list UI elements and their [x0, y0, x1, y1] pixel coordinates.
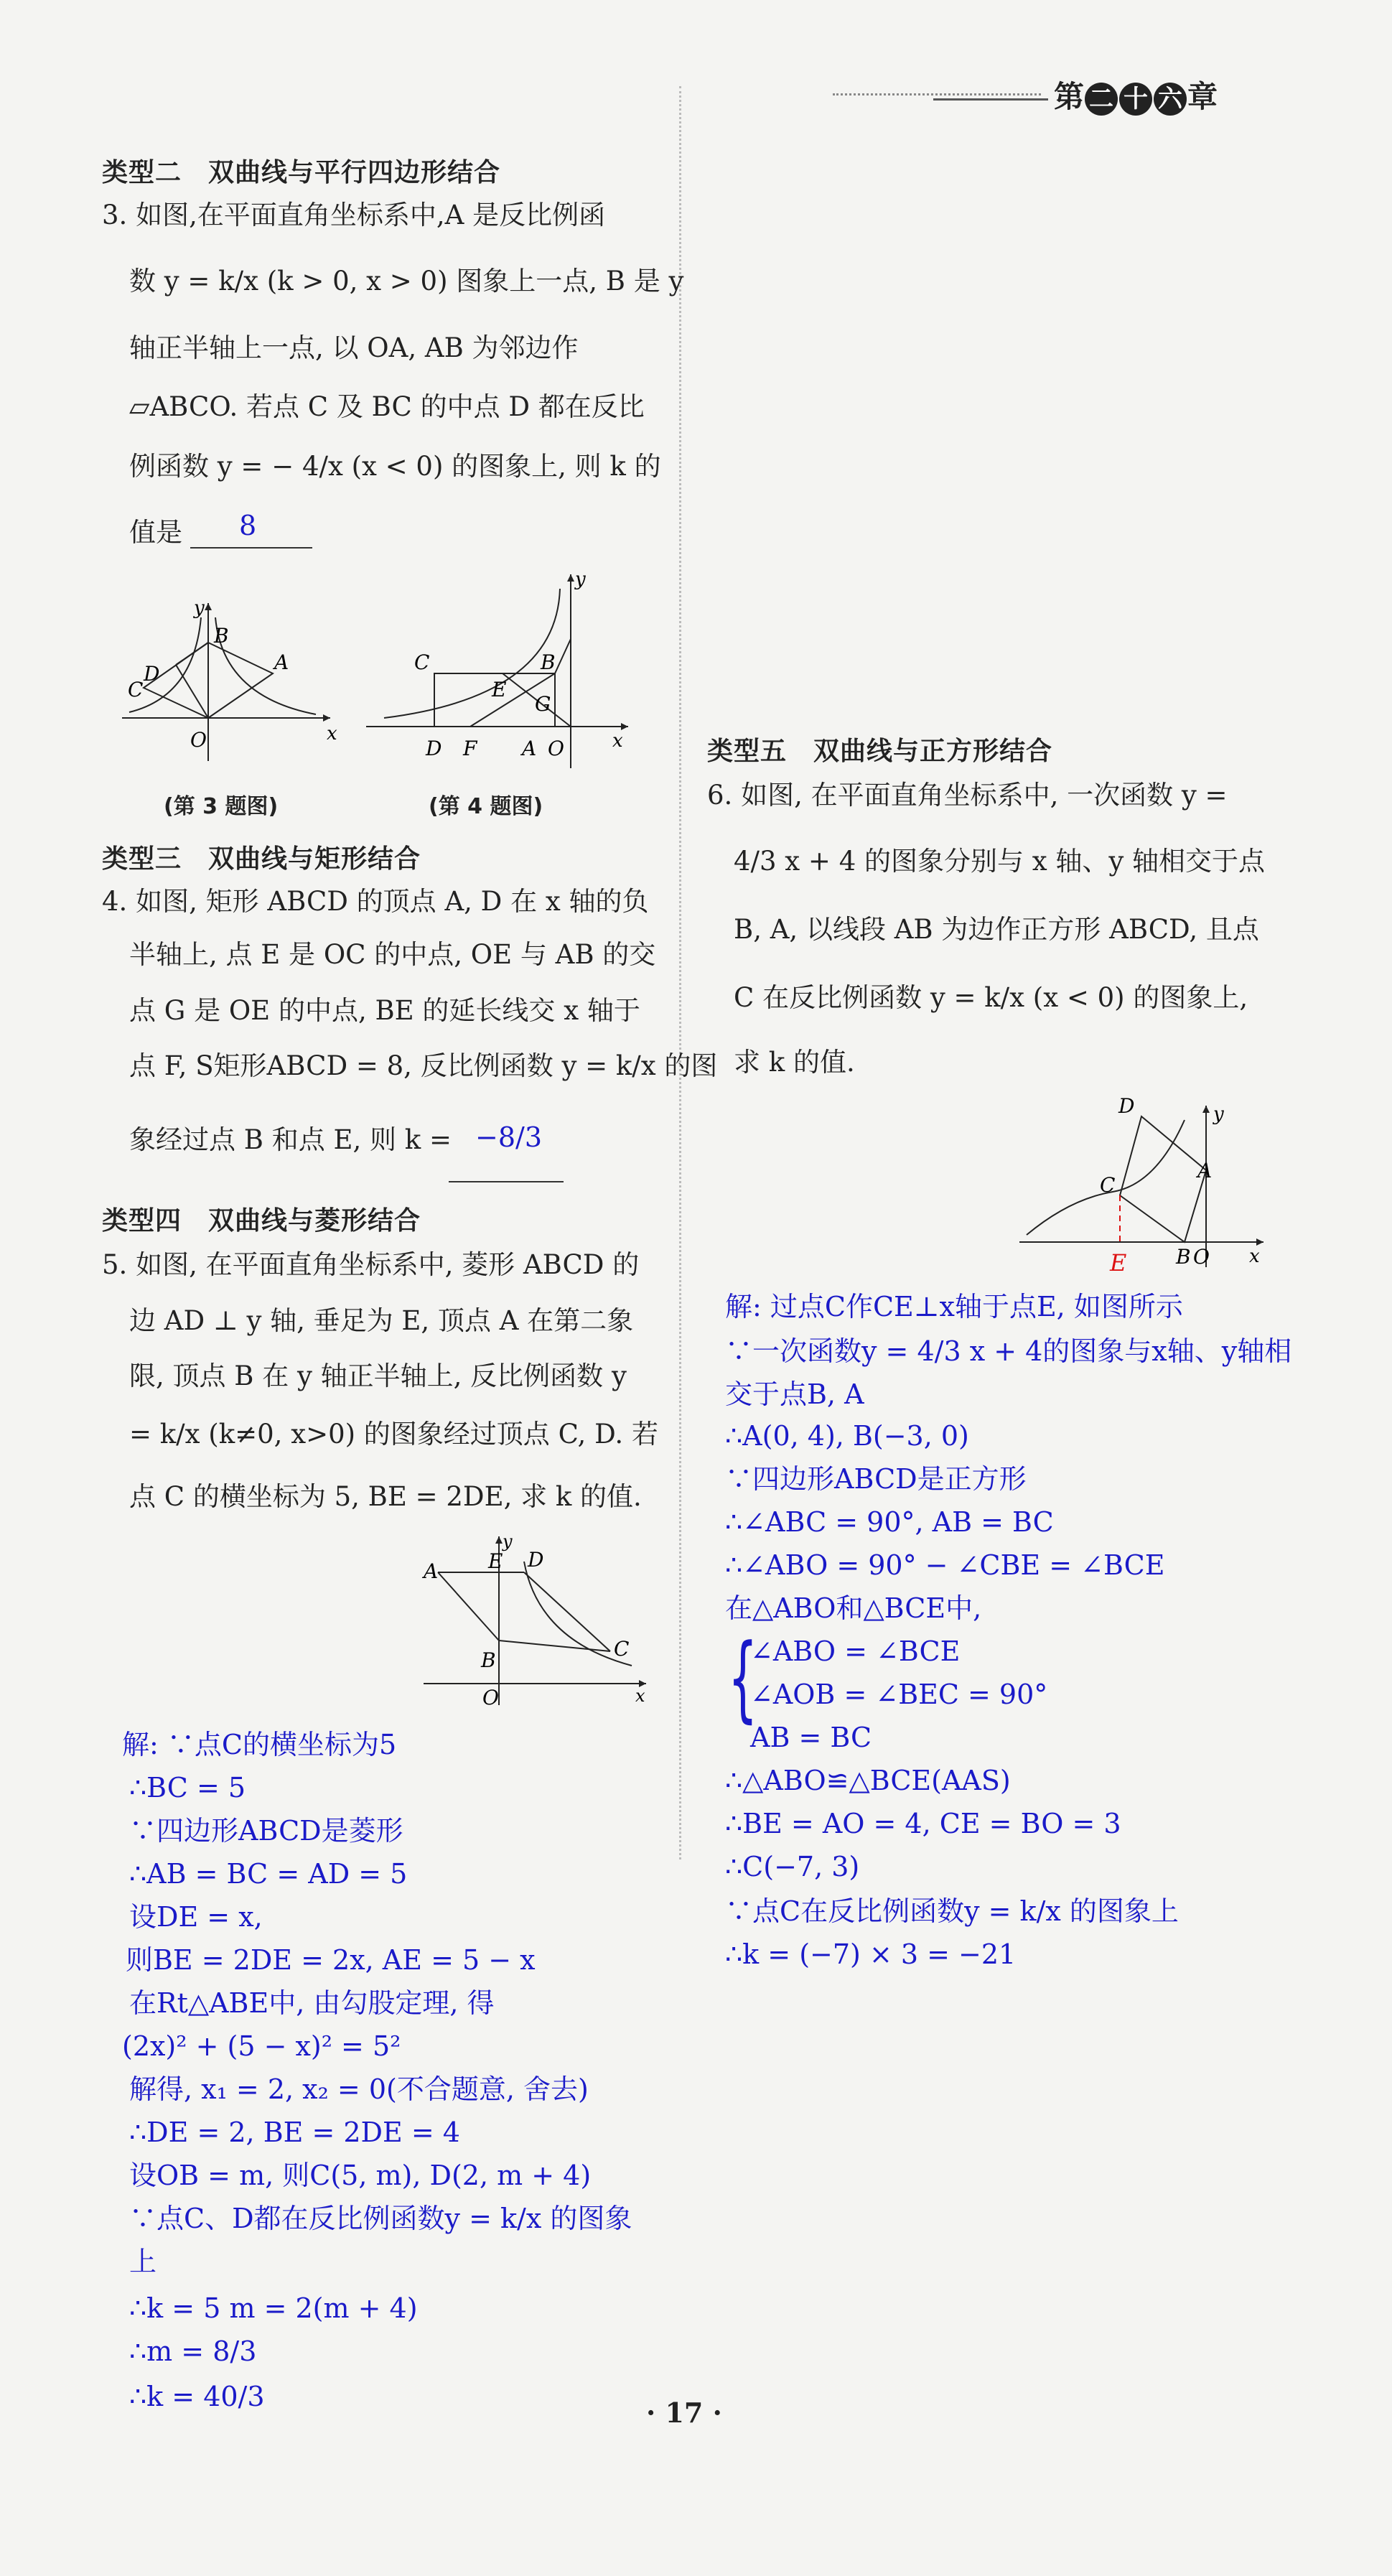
sol6-line-3: 交于点B, A	[725, 1378, 864, 1410]
q4-answer-blank	[449, 1181, 564, 1182]
sol5-line-14: ∴k = 5 m = 2(m + 4)	[129, 2292, 418, 2324]
sol6-line-7: ∴∠ABO = 90° − ∠CBE = ∠BCE	[725, 1549, 1165, 1581]
figure-q6	[1012, 1091, 1271, 1278]
sol6-line-13: ∴BE = AO = 4, CE = BO = 3	[725, 1808, 1121, 1839]
fig5-label-E: E	[488, 1549, 503, 1573]
fig4-label-B: B	[541, 650, 556, 674]
fig6-label-C: C	[1100, 1173, 1116, 1197]
q5-line-1: 5. 如图, 在平面直角坐标系中, 菱形 ABCD 的	[102, 1249, 640, 1280]
sol5-line-15: ∴m = 8/3	[129, 2335, 257, 2367]
fig6-label-A: A	[1197, 1159, 1213, 1182]
fig6-label-B: B	[1176, 1245, 1191, 1269]
header-dotted-rule	[833, 93, 1041, 95]
fig4-label-D: D	[426, 737, 442, 760]
sol6-line-8: 在△ABO和△BCE中,	[725, 1592, 982, 1624]
q3-line-3: 轴正半轴上一点, 以 OA, AB 为邻边作	[129, 332, 579, 363]
sol6-line-14: ∴C(−7, 3)	[725, 1851, 860, 1882]
fig5-label-C: C	[614, 1637, 630, 1661]
fig5-label-B: B	[481, 1648, 496, 1672]
sol5-line-13: 上	[129, 2246, 157, 2277]
sol5-line-3: ∵四边形ABCD是菱形	[129, 1815, 403, 1847]
fig6-label-O: O	[1193, 1245, 1210, 1269]
header-solid-rule	[933, 98, 1048, 101]
chapter-suffix: 章	[1187, 79, 1218, 114]
sol5-line-4: ∴AB = BC = AD = 5	[129, 1858, 408, 1890]
brace: {	[728, 1623, 758, 1732]
sol6-line-12: ∴△ABO≌△BCE(AAS)	[725, 1765, 1011, 1796]
q4-line-5: 象经过点 B 和点 E, 则 k =	[129, 1124, 452, 1155]
fig6-label-D: D	[1118, 1094, 1135, 1118]
fig4-label-O: O	[548, 737, 564, 760]
chapter-num-1: 二	[1085, 83, 1118, 116]
q6-line-3: B, A, 以线段 AB 为边作正方形 ABCD, 且点	[734, 914, 1259, 945]
sol5-line-12: ∵点C、D都在反比例函数y = k/x 的图象	[129, 2203, 632, 2234]
sol5-line-8: (2x)² + (5 − x)² = 5²	[122, 2030, 401, 2062]
fig6-label-y: y	[1213, 1103, 1224, 1125]
figure-q3	[115, 589, 345, 775]
fig5-label-D: D	[528, 1548, 544, 1572]
fig3-label-D: D	[144, 662, 160, 686]
q3-answer-blank	[190, 547, 312, 549]
q5-line-5: 点 C 的横坐标为 5, BE = 2DE, 求 k 的值.	[129, 1481, 642, 1512]
fig6-label-E: E	[1110, 1249, 1127, 1277]
q4-line-3: 点 G 是 OE 的中点, BE 的延长线交 x 轴于	[129, 995, 640, 1026]
fig4-label-G: G	[535, 692, 551, 716]
sol5-line-11: 设OB = m, 则C(5, m), D(2, m + 4)	[129, 2160, 592, 2191]
section-type5-heading: 类型五 双曲线与正方形结合	[707, 737, 1053, 766]
fig3-label-O: O	[190, 728, 207, 752]
chapter-prefix: 第	[1054, 79, 1085, 114]
q3-line-5: 例函数 y = − 4/x (x < 0) 的图象上, 则 k 的	[129, 451, 661, 482]
page-number: · 17 ·	[646, 2397, 722, 2429]
sol6-line-5: ∵四边形ABCD是正方形	[725, 1463, 1027, 1495]
fig5-label-y: y	[503, 1531, 513, 1551]
q4-answer: −8/3	[475, 1121, 542, 1153]
sol6-line-2: ∵一次函数y = 4/3 x + 4的图象与x轴、y轴相	[725, 1335, 1292, 1367]
section-type2-heading: 类型二 双曲线与平行四边形结合	[102, 158, 501, 187]
q5-line-4: = k/x (k≠0, x>0) 的图象经过顶点 C, D. 若	[129, 1419, 658, 1450]
fig5-label-A: A	[424, 1559, 439, 1583]
fig3-label-A: A	[274, 650, 289, 674]
sol6-line-1: 解: 过点C作CE⊥x轴于点E, 如图所示	[725, 1291, 1183, 1322]
caption-q3: (第 3 题图)	[164, 794, 279, 819]
q3-line-2: 数 y = k/x (k > 0, x > 0) 图象上一点, B 是 y	[129, 266, 684, 297]
section-type3-heading: 类型三 双曲线与矩形结合	[102, 844, 421, 874]
fig4-label-x: x	[612, 730, 623, 752]
q3-line-1: 3. 如图,在平面直角坐标系中,A 是反比例函	[102, 200, 606, 230]
fig3-label-x: x	[327, 723, 337, 745]
sol5-line-7: 在Rt△ABE中, 由勾股定理, 得	[129, 1987, 495, 2019]
sol5-line-16: ∴k = 40/3	[129, 2381, 265, 2412]
section-type4-heading: 类型四 双曲线与菱形结合	[102, 1206, 421, 1236]
sol5-line-5: 设DE = x,	[129, 1901, 263, 1933]
sol6-line-10: ∠AOB = ∠BEC = 90°	[750, 1679, 1048, 1710]
q3-line-6: 值是	[129, 517, 182, 548]
q5-line-2: 边 AD ⊥ y 轴, 垂足为 E, 顶点 A 在第二象	[129, 1305, 634, 1336]
q3-answer: 8	[239, 510, 257, 541]
column-divider	[679, 86, 681, 1859]
figure-q4	[363, 567, 635, 775]
sol6-line-6: ∴∠ABC = 90°, AB = BC	[725, 1506, 1054, 1538]
sol6-line-16: ∴k = (−7) × 3 = −21	[725, 1938, 1017, 1970]
q4-line-1: 4. 如图, 矩形 ABCD 的顶点 A, D 在 x 轴的负	[102, 886, 649, 917]
fig3-label-B: B	[214, 624, 229, 648]
caption-q4: (第 4 题图)	[429, 794, 543, 819]
sol6-line-4: ∴A(0, 4), B(−3, 0)	[725, 1420, 969, 1452]
fig4-label-y: y	[575, 569, 586, 590]
figure-q5	[416, 1529, 653, 1709]
q6-line-4: C 在反比例函数 y = k/x (x < 0) 的图象上,	[734, 982, 1248, 1013]
sol6-line-15: ∵点C在反比例函数y = k/x 的图象上	[725, 1895, 1179, 1927]
q5-line-3: 限, 顶点 B 在 y 轴正半轴上, 反比例函数 y	[129, 1361, 627, 1391]
fig4-label-C: C	[414, 650, 430, 674]
chapter-title	[1054, 73, 1218, 116]
fig5-label-x: x	[635, 1686, 645, 1706]
q6-line-2: 4/3 x + 4 的图象分别与 x 轴、y 轴相交于点	[734, 846, 1266, 877]
sol5-line-2: ∴BC = 5	[129, 1772, 246, 1803]
sol5-line-10: ∴DE = 2, BE = 2DE = 4	[129, 2117, 460, 2148]
q4-line-2: 半轴上, 点 E 是 OC 的中点, OE 与 AB 的交	[129, 939, 656, 970]
sol5-line-6: 则BE = 2DE = 2x, AE = 5 − x	[126, 1944, 536, 1976]
fig3-label-y: y	[194, 597, 205, 619]
fig4-label-A: A	[522, 737, 537, 760]
sol5-line-9: 解得, x₁ = 2, x₂ = 0(不合题意, 舍去)	[129, 2073, 589, 2105]
sol6-line-9: ∠ABO = ∠BCE	[750, 1635, 961, 1667]
q4-line-4: 点 F, S矩形ABCD = 8, 反比例函数 y = k/x 的图	[129, 1050, 718, 1081]
q6-line-5: 求 k 的值.	[734, 1047, 855, 1078]
sol5-line-1: 解: ∵点C的横坐标为5	[122, 1729, 397, 1760]
fig5-label-O: O	[482, 1686, 499, 1709]
fig6-label-x: x	[1249, 1246, 1260, 1267]
sol6-line-11: AB = BC	[750, 1722, 872, 1753]
chapter-num-3: 六	[1154, 83, 1187, 116]
q3-line-4: ▱ABCO. 若点 C 及 BC 的中点 D 都在反比	[129, 391, 645, 422]
fig4-label-E: E	[492, 678, 507, 701]
q6-line-1: 6. 如图, 在平面直角坐标系中, 一次函数 y =	[707, 780, 1228, 811]
chapter-num-2: 十	[1119, 83, 1152, 116]
fig4-label-F: F	[463, 737, 477, 760]
fig3-label-C: C	[128, 678, 144, 701]
